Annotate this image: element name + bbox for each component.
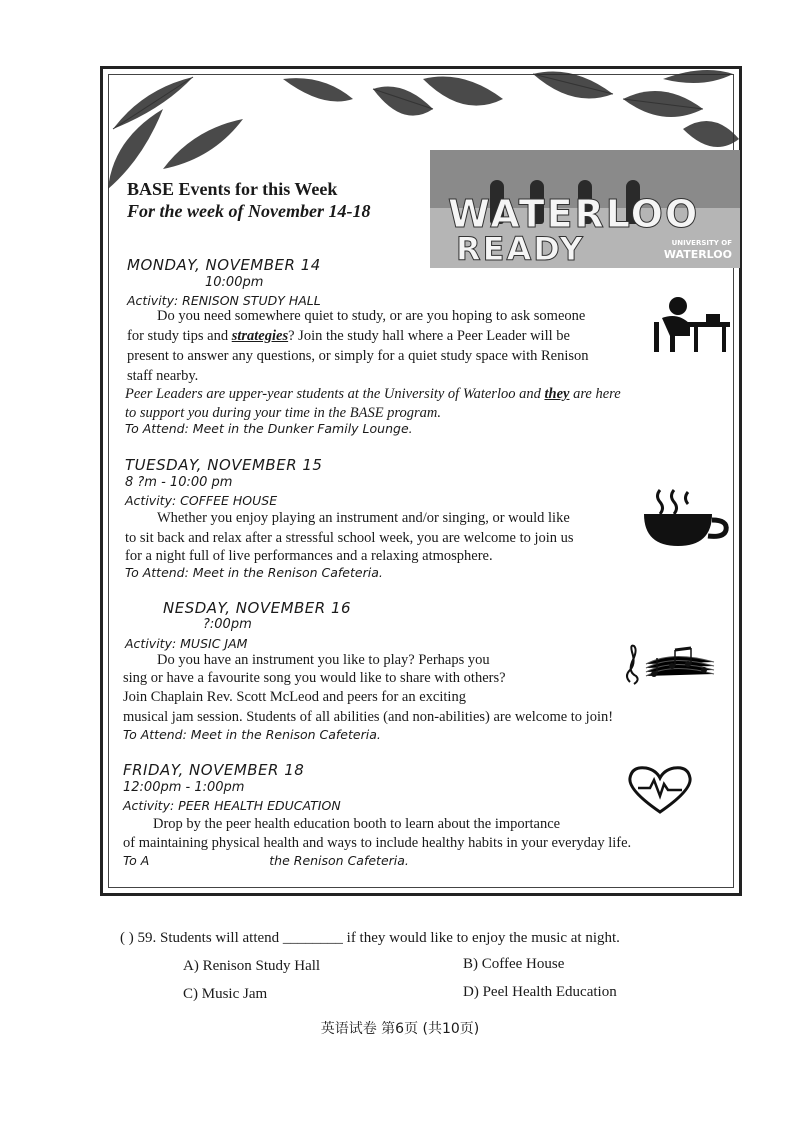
- flyer-subtitle: For the week of November 14-18: [127, 201, 371, 221]
- event-time: 8 ?m - 10:00 pm: [125, 475, 233, 490]
- event-description-line: Drop by the peer health education booth to learn about the importance: [153, 816, 561, 832]
- question-59: ( ) 59. Students will attend ________ if they would like to enjoy the music at night.: [120, 930, 620, 946]
- event-description-line: Join Chaplain Rev. Scott McLeod and peers for an exciting: [123, 689, 466, 705]
- event-description-line: Do you need somewhere quiet to study, or are you hoping to ask someone: [157, 308, 586, 324]
- event-activity: Activity: COFFEE HOUSE: [125, 493, 278, 508]
- university-logo-name: WATERLOO: [663, 248, 732, 261]
- university-logo: [664, 238, 732, 260]
- option-b: B) Coffee House: [463, 956, 565, 972]
- event-day: MONDAY, NOVEMBER 14: [127, 256, 321, 274]
- emphasized-word: strategies: [231, 328, 289, 344]
- event-location: To Attend: Meet in the Renison Cafeteria.: [125, 565, 383, 580]
- event-description-line: present to answer any questions, or simply for a quiet study space with Renison: [127, 348, 589, 364]
- event-description-line: sing or have a favourite song you would like to share with others?: [123, 670, 506, 686]
- text-run: for study tips and: [127, 328, 232, 344]
- text-run: ? Join the study hall where a Peer Leader will be: [288, 328, 570, 344]
- person-at-desk-icon: [650, 296, 732, 356]
- text-run: the Renison Cafeteria.: [269, 853, 409, 868]
- event-description-line: staff nearby.: [127, 368, 199, 384]
- text-run: To A: [123, 853, 150, 868]
- text-run: are here: [569, 386, 621, 402]
- event-location: [123, 853, 409, 868]
- event-day: TUESDAY, NOVEMBER 15: [125, 456, 323, 474]
- event-location: To Attend: Meet in the Dunker Family Lounge.: [125, 421, 413, 436]
- flyer-title: BASE Events for this Week: [127, 179, 338, 199]
- event-description-line: to sit back and relax after a stressful school week, you are welcome to join us: [125, 530, 574, 546]
- coffee-cup-icon: [640, 486, 732, 552]
- peer-leader-note: to support you during your time in the BASE program.: [125, 405, 442, 421]
- university-logo-small: UNIVERSITY OF: [671, 239, 732, 247]
- event-description-line: for a night full of live performances and a relaxing atmosphere.: [125, 548, 493, 564]
- photo-watermark-waterloo: WATERLOO: [448, 192, 700, 236]
- option-a: A) Renison Study Hall: [183, 958, 321, 974]
- event-description-line: musical jam session. Students of all abilities (and non-abilities) are welcome to join!: [123, 709, 614, 725]
- music-notes-icon: [622, 642, 718, 686]
- text-run: Peer Leaders are upper-year students at the University of Waterloo and: [125, 386, 545, 402]
- event-description-line: Whether you enjoy playing an instrument and/or singing, or would like: [157, 510, 570, 526]
- event-description-line: Do you have an instrument you like to play? Perhaps you: [157, 652, 490, 668]
- page-footer: 英语试卷 第6页 (共10页): [320, 1021, 480, 1037]
- option-c: C) Music Jam: [183, 986, 268, 1002]
- event-description-line: [127, 326, 570, 347]
- option-d: D) Peel Health Education: [463, 984, 617, 1000]
- peer-leader-note: [125, 384, 621, 404]
- event-description-line: of maintaining physical health and ways to include healthy habits in your everyday life.: [123, 835, 632, 851]
- event-activity: Activity: PEER HEALTH EDUCATION: [123, 798, 341, 813]
- event-activity: Activity: MUSIC JAM: [125, 636, 248, 651]
- waterloo-ready-photo: [430, 150, 740, 268]
- heartbeat-icon: [624, 764, 696, 816]
- event-location: To Attend: Meet in the Renison Cafeteria.: [123, 727, 381, 742]
- event-day: FRIDAY, NOVEMBER 18: [123, 761, 305, 779]
- photo-watermark-ready: READY: [456, 230, 585, 268]
- event-time: 12:00pm - 1:00pm: [123, 780, 245, 795]
- event-time: ?:00pm: [203, 617, 252, 632]
- emphasized-word: they: [544, 386, 570, 402]
- event-time: 10:00pm: [205, 275, 264, 290]
- event-day: NESDAY, NOVEMBER 16: [163, 599, 352, 617]
- event-activity: Activity: RENISON STUDY HALL: [127, 293, 321, 308]
